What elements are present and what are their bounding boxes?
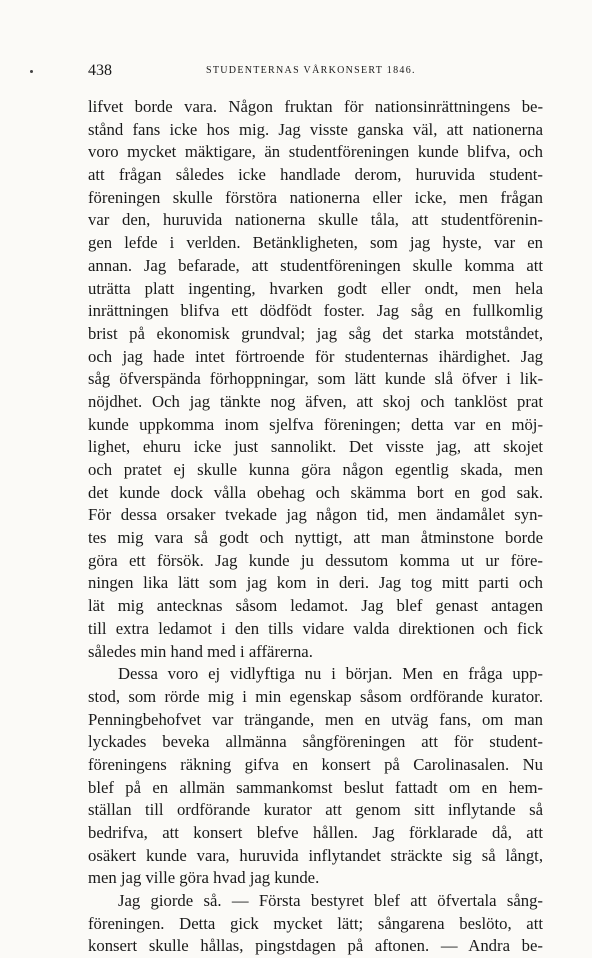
text-line: uträtta platt ingenting, hvarken godt eller ondt, men hela (88, 278, 543, 298)
text-line: lät mig antecknas såsom ledamot. Jag blef genast antagen (88, 596, 543, 616)
text-line: bedrifva, att konsert blefve hållen. Jag förklarade då, att (88, 823, 543, 842)
text-line: tes mig vara så godt och nyttigt, att man åtminstone borde (88, 528, 543, 548)
page-number: 438 (88, 62, 112, 79)
text-line: till extra ledamot i den tills vidare valda direktionen och fick (88, 618, 543, 638)
text-line: föreningen skulle förstöra nationerna eller icke, men frågan (88, 187, 543, 207)
text-line: föreningens räkning gifva en konsert på Carolinasalen. Nu (88, 754, 543, 774)
text-line: men jag ville göra hvad jag kunde. (88, 868, 320, 888)
text-line: det kunde dock vålla obehag och skämma bort en god sak. (88, 482, 543, 502)
text-line: annan. Jag befarade, att studentföreningen skulle komma att (88, 255, 543, 275)
text-line: och jag hade intet förtroende för studenternas ihärdighet. Jag (88, 346, 543, 366)
text-line: blef på en allmän sammankomst beslut fattadt om en hem- (88, 777, 543, 797)
text-line: lifvet borde vara. Någon fruktan för nationsinrättningens be- (88, 97, 543, 116)
text-line: var den, huruvida nationerna skulle tåla, att studentförenin- (88, 210, 543, 230)
text-line: föreningen. Detta gick mycket lätt; sångarena beslöto, att (88, 913, 543, 933)
page-header (88, 62, 548, 86)
text-line: såg öfverspända förhoppningar, som lätt kunde slå öfver i lik- (88, 369, 543, 389)
text-line: stånd fans icke hos mig. Jag visste ganska väl, att nationerna (88, 119, 543, 139)
text-line: lighet, ehuru icke just sannolikt. Det visste jag, att skojet (88, 437, 543, 457)
text-line: ningen lika lätt som jag kom in deri. Jag tog mitt parti och (88, 573, 543, 593)
text-line: ställan till ordförande kurator att genom sitt inflytande så (88, 800, 543, 820)
text-line: osäkert kunde vara, huruvida inflytandet sträckte sig så långt, (88, 845, 543, 865)
running-head: STUDENTERNAS VÅRKONSERT 1846. (206, 65, 416, 76)
body-text (88, 96, 543, 958)
text-line: brist på ekonomisk grundval; jag såg det starka motståndet, (88, 323, 543, 343)
text-line: konsert skulle hållas, pingstdagen på aftonen. — Andra be- (88, 936, 543, 956)
text-line: Penningbehofvet var trängande, men en utväg fans, om man (88, 709, 543, 729)
text-line: kunde uppkomma inom sjelfva föreningen; detta var en möj- (88, 414, 543, 434)
text-line: inrättningen blifva ett dödfödt foster. Jag såg en fullkomlig (88, 301, 543, 321)
text-line: Jag giorde så. — Första bestyret blef att öfvertala sång- (118, 891, 543, 911)
text-line: Dessa voro ej vidlyftiga nu i början. Men en fråga upp- (118, 664, 543, 684)
text-line: lyckades beveka allmänna sångföreningen att för student- (88, 732, 543, 752)
text-line: och pratet ej skulle kunna göra någon egentlig skada, men (88, 460, 543, 479)
text-line: göra ett försök. Jag kunde ju dessutom komma ut ur före- (88, 550, 543, 570)
ink-speck (30, 70, 33, 73)
text-line: nöjdhet. Och jag tänkte nog äfven, att skoj och tanklöst prat (88, 391, 543, 411)
text-line: att frågan således icke handlade derom, huruvida student- (88, 165, 543, 185)
text-line: således min hand med i affärerna. (88, 641, 313, 661)
text-line: voro mycket mäktigare, än studentföreningen kunde blifva, och (88, 142, 543, 162)
text-line: För dessa orsaker tvekade jag någon tid, men ändamålet syn- (88, 505, 543, 525)
text-line: stod, som rörde mig i min egenskap såsom ordförande kurator. (88, 686, 543, 706)
text-line: gen lefde i verlden. Betänkligheten, som jag hyste, var en (88, 233, 543, 253)
